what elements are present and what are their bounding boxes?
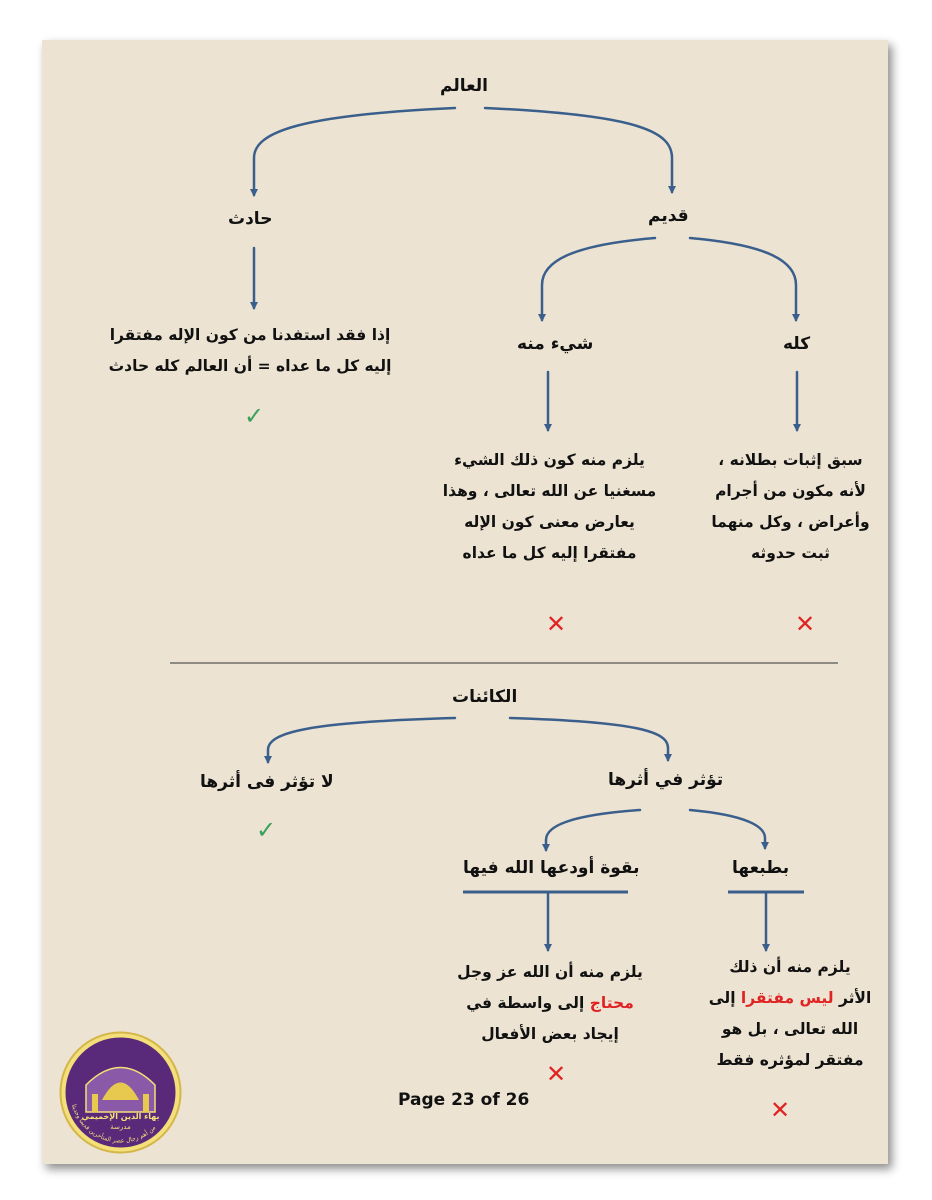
cross-icon-nature: ✕ xyxy=(770,1096,791,1124)
connector-effect-to-power xyxy=(546,810,640,850)
node-beings: الكائنات xyxy=(452,687,518,707)
node-whole: كله xyxy=(783,334,811,354)
connector-qadim-to-whole xyxy=(690,238,796,320)
node-world: العالم xyxy=(440,76,488,96)
check-icon-hadith: ✓ xyxy=(244,402,265,430)
node-no-effect: لا تؤثر فى أثرها xyxy=(200,772,334,792)
page-number: Page 23 of 26 xyxy=(398,1090,530,1110)
conclusion-hadith: إذا فقد استفدنا من كون الإله مفتقرا إليه كل ما عداه = أن العالم كله حادث xyxy=(108,326,392,375)
logo-name: بهاء الدين الإخميمي xyxy=(81,1112,160,1121)
cross-icon-power: ✕ xyxy=(546,1060,567,1088)
connector-beings-to-no-effect xyxy=(268,718,455,762)
cross-icon-whole: ✕ xyxy=(795,610,816,638)
connector-effect-to-nature xyxy=(690,810,765,848)
connector-beings-to-effect xyxy=(510,718,668,760)
node-hadith: حادث xyxy=(228,209,273,229)
connector-world-to-qadim xyxy=(485,108,672,192)
node-power: بقوة أودعها الله فيها xyxy=(463,858,640,878)
result-part: يلزم منه كون ذلك الشيء مسغنيا عن الله تعالى ، وهذا يعارض معنى كون الإله مفتقرا إليه كل ما عداه xyxy=(442,451,657,562)
result-nature: يلزم منه أن ذلك الأثر ليس مفتقرا إلى الله تعالى ، بل هو مفتقر لمؤثره فقط xyxy=(708,958,872,1069)
logo-subtitle: مدرسة xyxy=(110,1123,131,1131)
node-effect: تؤثر في أثرها xyxy=(608,770,724,790)
result-power: يلزم منه أن الله عز وجل محتاج إلى واسطة في إيجاد بعض الأفعال xyxy=(457,963,643,1043)
connector-qadim-to-part xyxy=(542,238,655,320)
node-qadim: قديم xyxy=(648,206,689,226)
node-part: شيء منه xyxy=(517,334,594,354)
node-nature: بطبعها xyxy=(732,858,790,878)
highlight-not-needy: ليس مفتقرا xyxy=(740,989,834,1007)
check-icon-no-effect: ✓ xyxy=(256,816,277,844)
cross-icon-part: ✕ xyxy=(546,610,567,638)
logo-ring-text: من أهم رجال عصر المتأخرين قديما وحديثا xyxy=(70,1103,158,1145)
result-whole: سبق إثبات بطلانه ، لأنه مكون من أجرام وأعراض ، وكل منهما ثبت حدوثه xyxy=(711,451,870,562)
school-logo xyxy=(58,1030,183,1155)
highlight-needy: محتاج xyxy=(589,994,634,1012)
connector-world-to-hadith xyxy=(254,108,455,195)
